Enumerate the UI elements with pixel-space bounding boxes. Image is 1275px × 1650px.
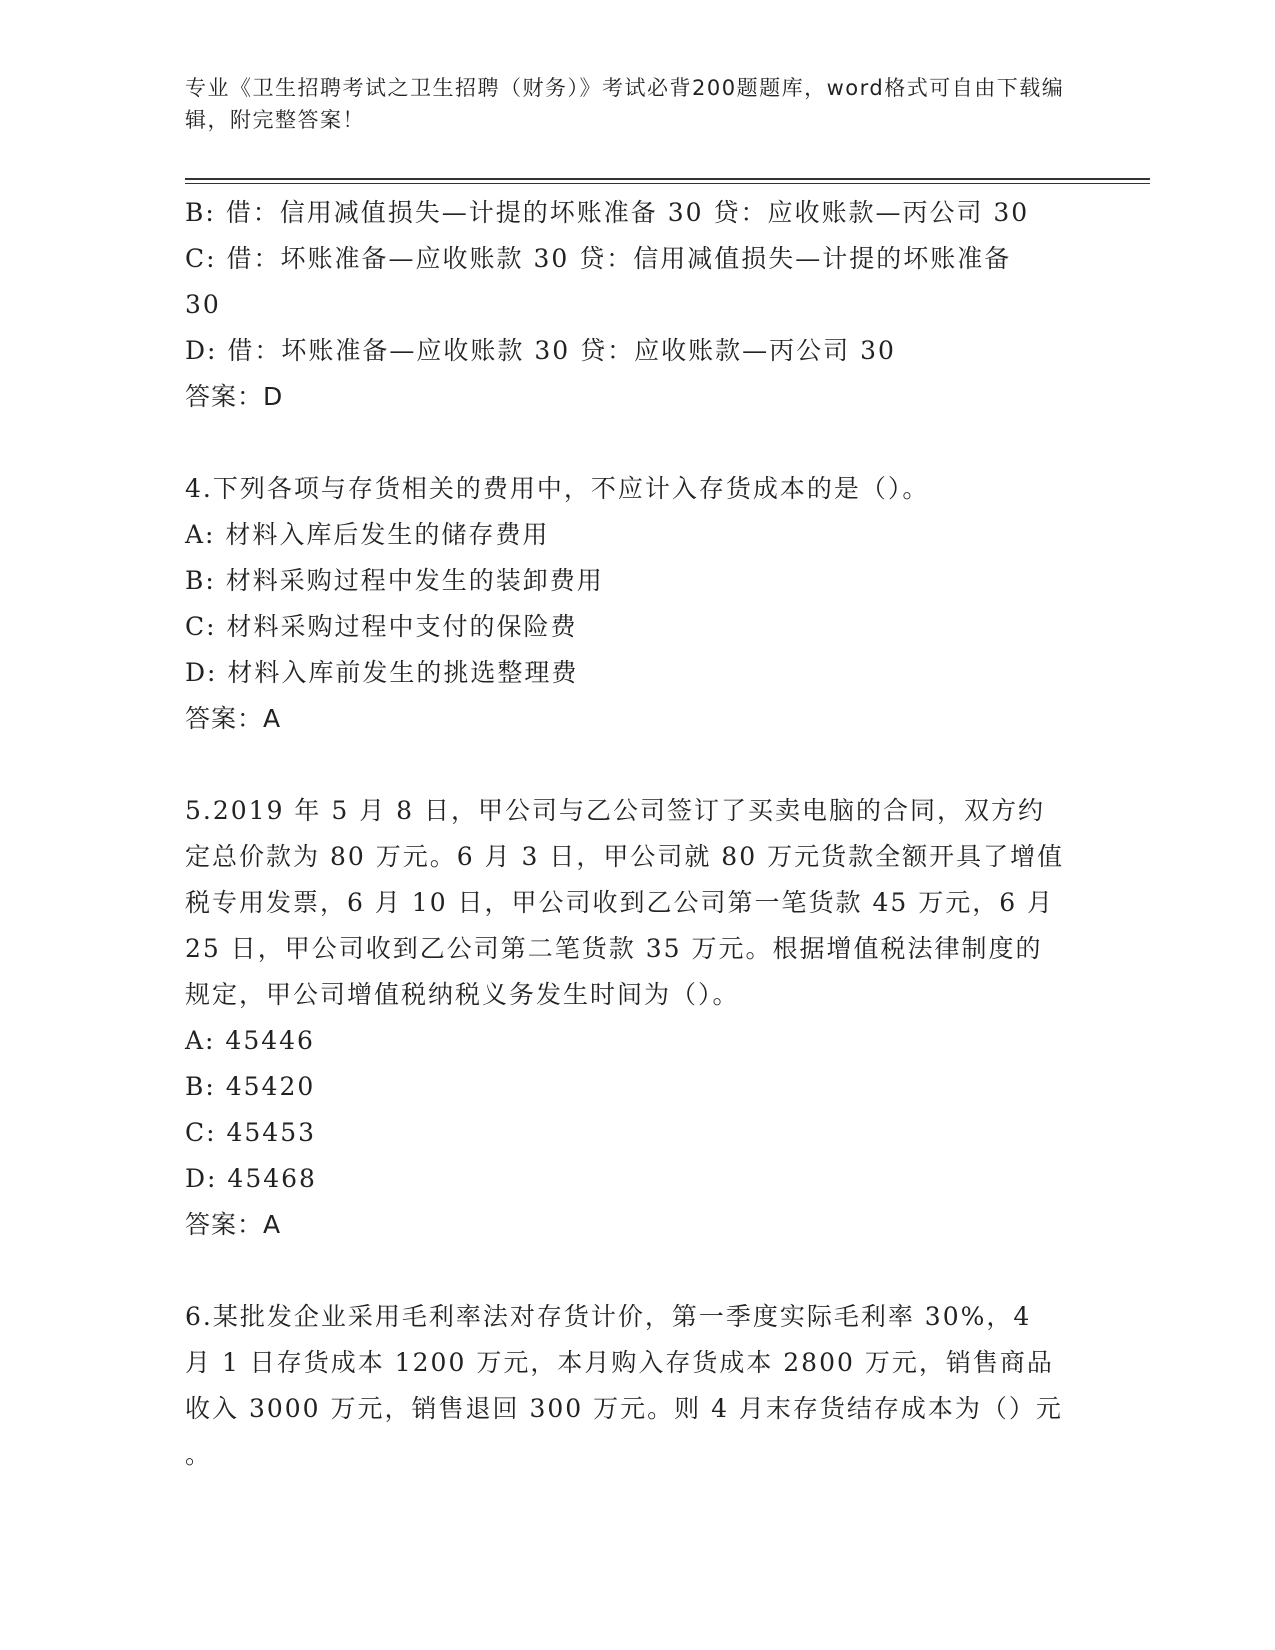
spacer bbox=[185, 742, 1085, 788]
q4-option-b: B: 材料采购过程中发生的装卸费用 bbox=[185, 566, 604, 595]
q4-option-c: C: 材料采购过程中支付的保险费 bbox=[185, 612, 578, 641]
q5-stem-line4: 25 日，甲公司收到乙公司第二笔货款 35 万元。根据增值税法律制度的 bbox=[185, 934, 1043, 963]
header-rule-thin bbox=[185, 183, 1150, 184]
q3-option-c-line1: C: 借：坏账准备—应收账款 30 贷：信用减值损失—计提的坏账准备 bbox=[185, 244, 1012, 273]
q5-option-d: D: 45468 bbox=[185, 1164, 317, 1193]
q5-option-b: B: 45420 bbox=[185, 1072, 316, 1101]
q6-stem-line4: 。 bbox=[185, 1440, 213, 1469]
header-rule-thick bbox=[185, 178, 1150, 180]
q5-option-c: C: 45453 bbox=[185, 1118, 317, 1147]
q5-stem-line3: 税专用发票，6 月 10 日，甲公司收到乙公司第一笔货款 45 万元，6 月 bbox=[185, 888, 1055, 917]
document-header: 专业《卫生招聘考试之卫生招聘（财务）》考试必背200题题库，word格式可自由下载编辑，附完整答案！ bbox=[185, 76, 1065, 132]
spacer bbox=[185, 1248, 1085, 1294]
q6-stem-line1: 6.某批发企业采用毛利率法对存货计价，第一季度实际毛利率 30%，4 bbox=[185, 1302, 1032, 1331]
q5-answer: 答案：A bbox=[185, 1210, 282, 1239]
q4-stem: 4.下列各项与存货相关的费用中，不应计入存货成本的是（）。 bbox=[185, 474, 930, 503]
q5-option-a: A: 45446 bbox=[185, 1026, 315, 1055]
q6-stem-line3: 收入 3000 万元，销售退回 300 万元。则 4 月末存货结存成本为（）元 bbox=[185, 1394, 1063, 1423]
q4-option-d: D: 材料入库前发生的挑选整理费 bbox=[185, 658, 579, 687]
spacer bbox=[185, 420, 1085, 466]
q3-answer: 答案：D bbox=[185, 382, 284, 411]
q5-stem-line5: 规定，甲公司增值税纳税义务发生时间为（）。 bbox=[185, 980, 740, 1009]
q5-stem-line1: 5.2019 年 5 月 8 日，甲公司与乙公司签订了买卖电脑的合同，双方约 bbox=[185, 796, 1046, 825]
q6-stem-line2: 月 1 日存货成本 1200 万元，本月购入存货成本 2800 万元，销售商品 bbox=[185, 1348, 1054, 1377]
q4-option-a: A: 材料入库后发生的储存费用 bbox=[185, 520, 550, 549]
q3-option-d: D: 借：坏账准备—应收账款 30 贷：应收账款—丙公司 30 bbox=[185, 336, 896, 365]
q3-option-b: B: 借：信用减值损失—计提的坏账准备 30 贷：应收账款—丙公司 30 bbox=[185, 198, 1030, 227]
q4-answer: 答案：A bbox=[185, 704, 282, 733]
q3-option-c-line2: 30 bbox=[185, 290, 221, 319]
q5-stem-line2: 定总价款为 80 万元。6 月 3 日，甲公司就 80 万元货款全额开具了增值 bbox=[185, 842, 1065, 871]
document-body bbox=[185, 190, 1085, 1478]
